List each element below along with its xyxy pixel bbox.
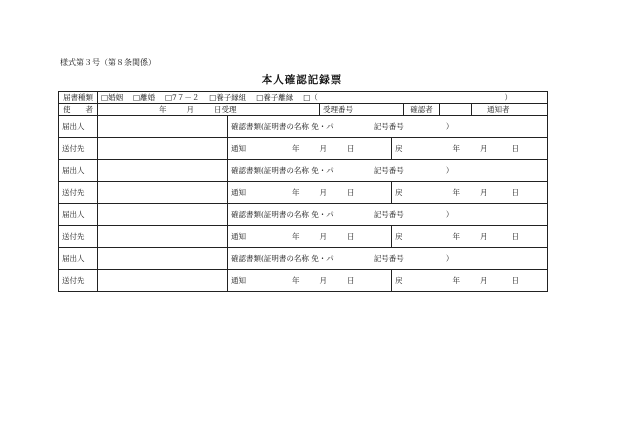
- symbol-number-label: 記号番号: [373, 254, 404, 263]
- applicant-row: [59, 204, 548, 226]
- notice-date-cell[interactable]: [228, 226, 392, 248]
- notice-day-label: 日: [347, 232, 355, 241]
- return-date-cell[interactable]: [392, 270, 548, 292]
- notifier-cell[interactable]: [472, 104, 548, 116]
- destination-row: [59, 270, 548, 292]
- return-year-label: 年: [452, 188, 460, 197]
- applicant-row: [59, 116, 548, 138]
- applicant-field[interactable]: [98, 116, 228, 138]
- checker-label: 確認者: [404, 104, 440, 116]
- destination-field[interactable]: [98, 138, 228, 160]
- destination-field[interactable]: [98, 226, 228, 248]
- close-paren: ）: [445, 254, 454, 263]
- destination-label: 送付先: [59, 226, 98, 248]
- id-documents-cell[interactable]: [228, 248, 548, 270]
- id-documents-label: 確認書類(証明書の名称 免・パ: [231, 210, 334, 219]
- close-paren: ）: [445, 166, 454, 175]
- notifier-label: 通知者: [487, 105, 510, 114]
- receipt-number-cell[interactable]: [320, 104, 404, 116]
- destination-label: 送付先: [59, 138, 98, 160]
- applicant-field[interactable]: [98, 160, 228, 182]
- kind-option-other[interactable]: □（: [303, 93, 318, 102]
- notice-day-label: 日: [347, 144, 355, 153]
- return-label: 戻: [395, 188, 403, 197]
- notice-label: 通知: [231, 276, 246, 285]
- applicant-field[interactable]: [98, 204, 228, 226]
- checker-field[interactable]: [440, 104, 472, 116]
- return-label: 戻: [395, 232, 403, 241]
- receipt-month-label: 月: [186, 105, 194, 114]
- notice-year-label: 年: [292, 188, 300, 197]
- applicant-row: [59, 248, 548, 270]
- applicant-label: 届出人: [59, 116, 98, 138]
- symbol-number-label: 記号番号: [373, 166, 404, 175]
- kind-option-adoption[interactable]: □養子縁組: [209, 93, 247, 102]
- notice-day-label: 日: [347, 188, 355, 197]
- id-documents-cell[interactable]: [228, 204, 548, 226]
- notice-date-cell[interactable]: [228, 182, 392, 204]
- return-year-label: 年: [452, 232, 460, 241]
- applicant-row: [59, 160, 548, 182]
- notice-day-label: 日: [347, 276, 355, 285]
- return-day-label: 日: [511, 144, 519, 153]
- applicant-label: 届出人: [59, 160, 98, 182]
- kind-option-divorce[interactable]: □離婚: [132, 93, 156, 102]
- return-date-cell[interactable]: [392, 138, 548, 160]
- notice-month-label: 月: [319, 144, 327, 153]
- kind-option-marriage[interactable]: □婚姻: [101, 93, 124, 102]
- applicant-label: 届出人: [59, 204, 98, 226]
- symbol-number-label: 記号番号: [373, 210, 404, 219]
- notice-month-label: 月: [319, 276, 327, 285]
- kind-option-dissolution[interactable]: □養子離縁: [256, 93, 294, 102]
- document-kind-options: [98, 92, 548, 104]
- notice-year-label: 年: [292, 276, 300, 285]
- destination-row: [59, 138, 548, 160]
- destination-field[interactable]: [98, 270, 228, 292]
- notice-label: 通知: [231, 188, 246, 197]
- notice-date-cell[interactable]: [228, 138, 392, 160]
- destination-label: 送付先: [59, 182, 98, 204]
- identity-verification-table: [58, 91, 548, 292]
- notice-label: 通知: [231, 144, 246, 153]
- kind-option-close: ）: [504, 93, 512, 102]
- receipt-day-label: 日受理: [214, 105, 237, 114]
- id-documents-label: 確認書類(証明書の名称 免・パ: [231, 166, 334, 175]
- return-day-label: 日: [511, 232, 519, 241]
- notice-year-label: 年: [292, 232, 300, 241]
- applicant-label: 届出人: [59, 248, 98, 270]
- return-day-label: 日: [511, 188, 519, 197]
- id-documents-cell[interactable]: [228, 116, 548, 138]
- id-documents-label: 確認書類(証明書の名称 免・パ: [231, 122, 334, 131]
- receipt-year-label: 年: [159, 105, 167, 114]
- destination-field[interactable]: [98, 182, 228, 204]
- notice-label: 通知: [231, 232, 246, 241]
- close-paren: ）: [445, 122, 454, 131]
- applicant-field[interactable]: [98, 248, 228, 270]
- document-kind-row: [59, 92, 548, 104]
- notice-month-label: 月: [319, 188, 327, 197]
- return-month-label: 月: [480, 144, 488, 153]
- return-month-label: 月: [480, 276, 488, 285]
- return-day-label: 日: [511, 276, 519, 285]
- destination-row: [59, 226, 548, 248]
- return-year-label: 年: [452, 144, 460, 153]
- messenger-label: 使 者: [59, 104, 98, 116]
- return-label: 戻: [395, 144, 403, 153]
- destination-label: 送付先: [59, 270, 98, 292]
- receipt-date-cell[interactable]: [98, 104, 320, 116]
- return-date-cell[interactable]: [392, 226, 548, 248]
- destination-row: [59, 182, 548, 204]
- return-month-label: 月: [480, 188, 488, 197]
- page-title: 本人確認記録票: [261, 74, 343, 86]
- symbol-number-label: 記号番号: [373, 122, 404, 131]
- return-date-cell[interactable]: [392, 182, 548, 204]
- id-documents-label: 確認書類(証明書の名称 免・パ: [231, 254, 334, 263]
- kind-option-77-2[interactable]: □7７－２: [164, 93, 200, 102]
- notice-date-cell[interactable]: [228, 270, 392, 292]
- return-month-label: 月: [480, 232, 488, 241]
- document-kind-label: 届書種類: [59, 92, 98, 104]
- notice-year-label: 年: [292, 144, 300, 153]
- return-label: 戻: [395, 276, 403, 285]
- receipt-number-label: 受理番号: [323, 105, 353, 114]
- id-documents-cell[interactable]: [228, 160, 548, 182]
- messenger-row: [59, 104, 548, 116]
- close-paren: ）: [445, 210, 454, 219]
- notice-month-label: 月: [319, 232, 327, 241]
- form-number: 様式第３号（第８条関係）: [60, 58, 156, 67]
- return-year-label: 年: [452, 276, 460, 285]
